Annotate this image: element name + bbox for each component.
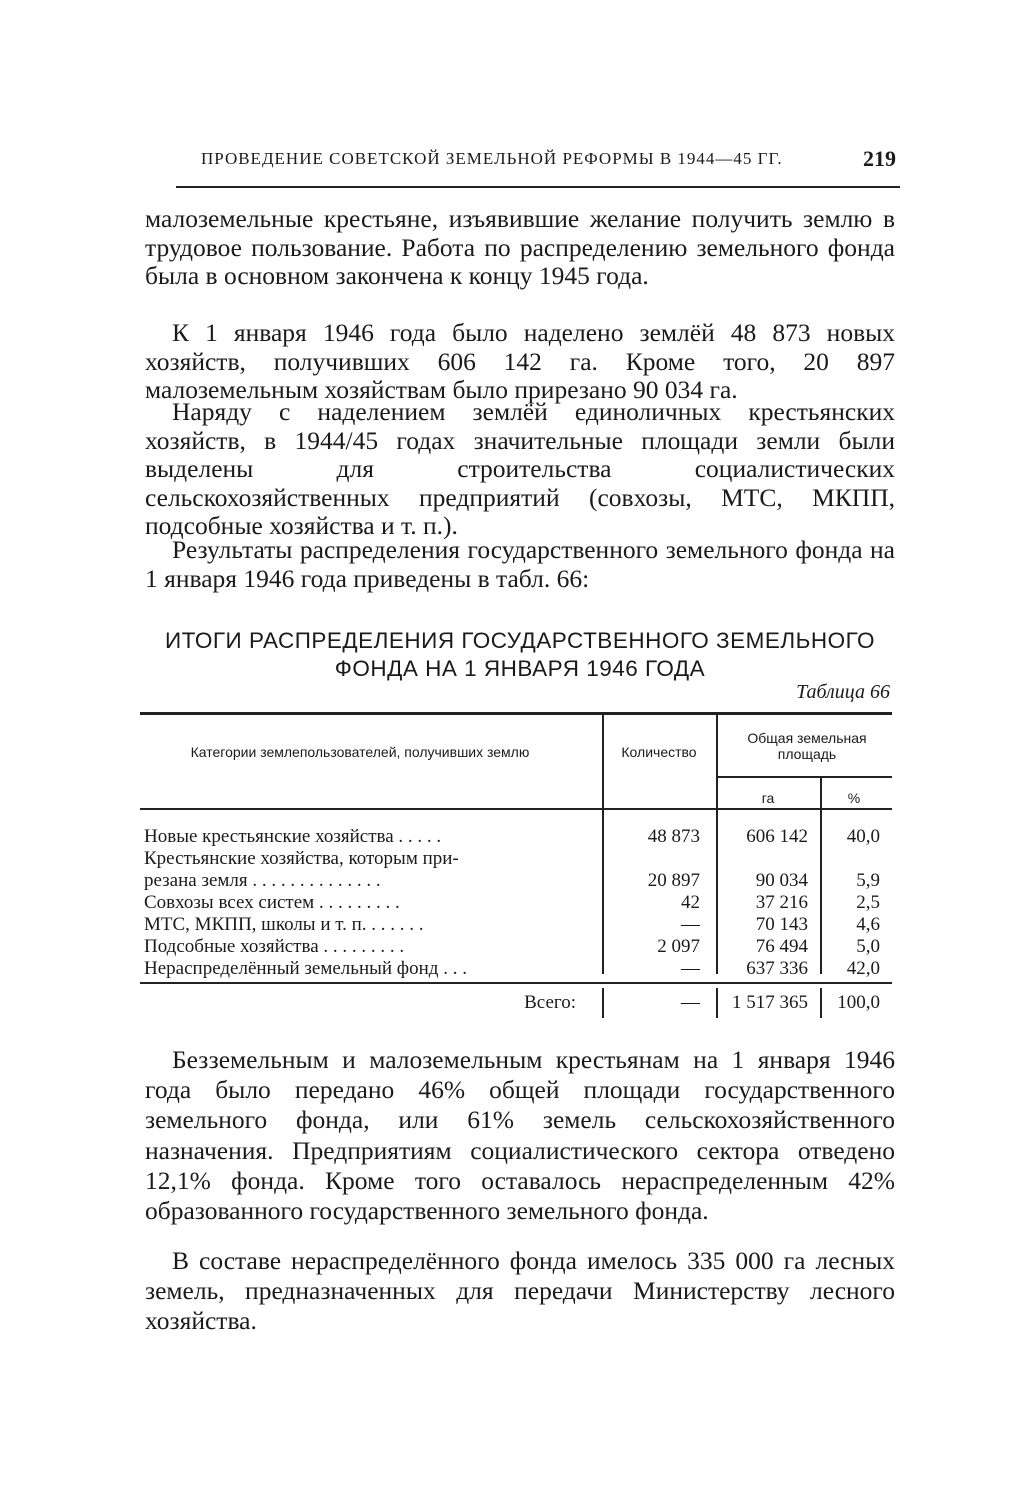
page-number: 219 (863, 146, 896, 171)
row-pct: 4,6 (856, 914, 880, 935)
table-label: Таблица 66 (796, 681, 890, 703)
row-qty: — (681, 958, 700, 979)
area-subheader-rule (718, 776, 892, 778)
row-ha: 70 143 (755, 914, 808, 935)
header-area: Общая земельная площадь (747, 730, 867, 762)
row-ha: 37 216 (755, 892, 808, 913)
header-quantity: Количество (621, 744, 697, 760)
paragraph-4: Результаты распределения государственного земельного фонда на 1 января 1946 года приведены в табл. 66: (145, 535, 895, 593)
col-divider-3 (820, 776, 822, 974)
row-label: Нераспределённый земельный фонд . . . (144, 958, 467, 979)
row-ha: 637 336 (746, 958, 808, 979)
header-category: Категории землепользователей, получивших землю (190, 744, 530, 760)
row-pct: 2,5 (856, 892, 880, 913)
row-qty: 42 (681, 892, 700, 913)
table-header-rule (140, 808, 892, 810)
header-ha: га (761, 790, 775, 806)
row-qty: 2 097 (657, 936, 700, 957)
row-qty: 48 873 (647, 826, 700, 847)
paragraph-5: Безземельным и малоземельным крестьянам на 1 января 1946 года было передано 46% общей площади государственного земельного фонда, или 61% земель сельскохозяйственного назначения. Предприятиям социалистического сектора отведено 12,1% фонда. Кроме того оставалось нераспределенным 42% образованного государственного земельного фонда. (145, 1045, 895, 1226)
total-qty: — (681, 992, 700, 1013)
row-ha: 90 034 (755, 870, 808, 891)
paragraph-6: В составе нераспределённого фонда имелось 335 000 га лесных земель, предназначенных для передачи Министерству лесного хозяйства. (145, 1246, 895, 1336)
row-pct: 5,0 (856, 936, 880, 957)
paragraph-1: малоземельные крестьяне, изъявившие желание получить землю в трудовое пользование. Работа по распределению земельного фонда была в основном закончена к концу 1945 года. (145, 204, 895, 291)
row-ha: 76 494 (755, 936, 808, 957)
distribution-table (140, 712, 892, 1022)
header-pct: % (847, 790, 861, 806)
row-pct: 40,0 (846, 826, 880, 847)
total-divider-3 (820, 988, 822, 1018)
row-qty: — (681, 914, 700, 935)
row-pct: 5,9 (856, 870, 880, 891)
row-label: Совхозы всех систем . . . . . . . . . (144, 892, 400, 913)
row-label: Новые крестьянские хозяйства . . . . . (144, 826, 442, 847)
row-label: Подсобные хозяйства . . . . . . . . . (144, 936, 405, 957)
running-head (176, 146, 900, 188)
table-title-line-2: ФОНДА НА 1 ЯНВАРЯ 1946 ГОДА (334, 656, 706, 681)
paragraph-2: К 1 января 1946 года было наделено землёй 48 873 новых хозяйств, получивших 606 142 га. Кроме того, 20 897 малоземельным хозяйствам было прирезано 90 034 га. (145, 318, 895, 405)
row-ha: 606 142 (746, 826, 808, 847)
table-top-rule (140, 712, 892, 715)
row-label: резана земля . . . . . . . . . . . . . . (144, 870, 381, 891)
row-qty: 20 897 (647, 870, 700, 891)
table-title-line-1: ИТОГИ РАСПРЕДЕЛЕНИЯ ГОСУДАРСТВЕННОГО ЗЕМЕЛЬНОГО (164, 628, 876, 653)
total-ha: 1 517 365 (732, 992, 808, 1013)
row-pct: 42,0 (846, 958, 880, 979)
total-pct: 100,0 (837, 992, 880, 1013)
running-head-title: ПРОВЕДЕНИЕ СОВЕТСКОЙ ЗЕМЕЛЬНОЙ РЕФОРМЫ В 1944—45 ГГ. (201, 149, 783, 168)
total-label: Всего: (524, 992, 576, 1013)
paragraph-3: Наряду с наделением землёй единоличных крестьянских хозяйств, в 1944/45 годах значительные площади земли были выделены для строительства социалистических сельскохозяйственных предприятий (совхозы, МТС, МКПП, подсобные хозяйства и т. п.). (145, 397, 895, 541)
row-label: МТС, МКПП, школы и т. п. . . . . . . (144, 914, 424, 935)
table-bottom-rule (140, 982, 892, 984)
row-label: Крестьянские хозяйства, которым при- (144, 848, 459, 869)
